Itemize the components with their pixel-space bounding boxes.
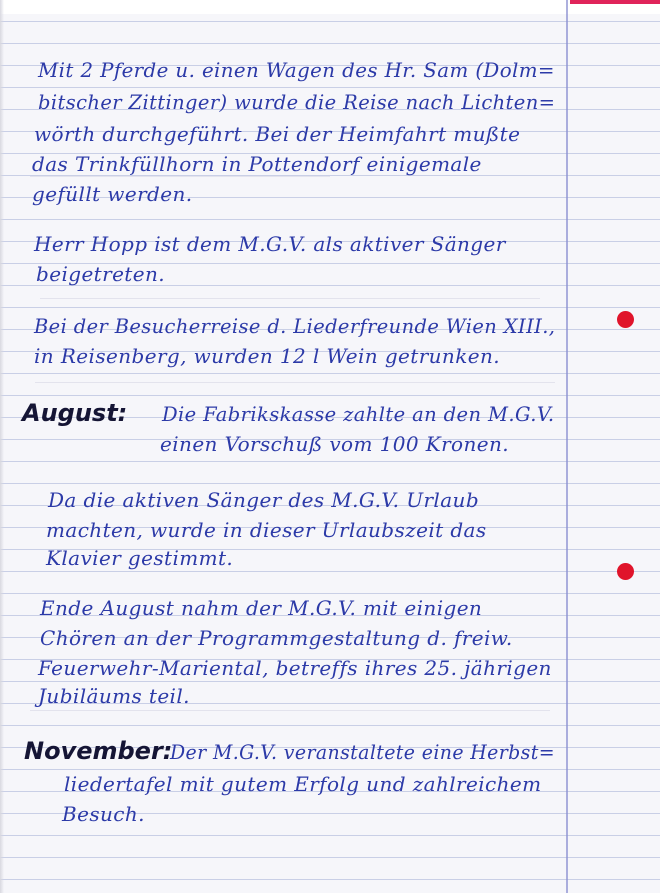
month-label-november: November:	[24, 737, 173, 765]
text-line: gefüllt werden.	[32, 182, 193, 206]
text-line: Mit 2 Pferde u. einen Wagen des Hr. Sam (Dolm=	[38, 58, 555, 82]
text-line: Ende August nahm der M.G.V. mit einigen	[40, 596, 483, 620]
text-line: bitscher Zittinger) wurde die Reise nach Lichten=	[38, 90, 556, 114]
text-line: das Trinkfüllhorn in Pottendorf einigemale	[32, 152, 482, 176]
red-corner-mark	[570, 0, 660, 4]
text-line: liedertafel mit gutem Erfolg und zahlreichem	[64, 772, 542, 796]
text-line: beigetreten.	[36, 262, 166, 286]
text-line: einen Vorschuß vom 100 Kronen.	[160, 432, 510, 456]
page-edge-shadow	[0, 0, 4, 893]
text-line: Da die aktiven Sänger des M.G.V. Urlaub	[48, 488, 480, 512]
binder-hole-bottom	[617, 563, 634, 580]
text-line: Chören an der Programmgestaltung d. freiw.	[40, 626, 513, 650]
text-line: Jubiläums teil.	[38, 684, 190, 708]
text-line: Der M.G.V. veranstaltete eine Herbst=	[170, 740, 555, 764]
binder-hole-top	[617, 311, 634, 328]
text-line: Feuerwehr-Mariental, betreffs ihres 25. jährigen	[38, 656, 552, 680]
text-line: Die Fabrikskasse zahlte an den M.G.V.	[162, 402, 555, 426]
text-line: machten, wurde in dieser Urlaubszeit das	[46, 518, 487, 542]
month-label-august: August:	[22, 399, 128, 427]
text-line: Herr Hopp ist dem M.G.V. als aktiver Sänger	[34, 232, 506, 256]
text-line: wörth durchgeführt. Bei der Heimfahrt mußte	[34, 122, 521, 146]
text-line: in Reisenberg, wurden 12 l Wein getrunken.	[34, 344, 501, 368]
text-line: Besuch.	[62, 802, 145, 826]
text-line: Bei der Besucherreise d. Liederfreunde Wien XIII.,	[34, 314, 556, 338]
text-line: Klavier gestimmt.	[46, 546, 234, 570]
margin-line	[566, 0, 568, 893]
page-top-edge	[0, 0, 660, 14]
